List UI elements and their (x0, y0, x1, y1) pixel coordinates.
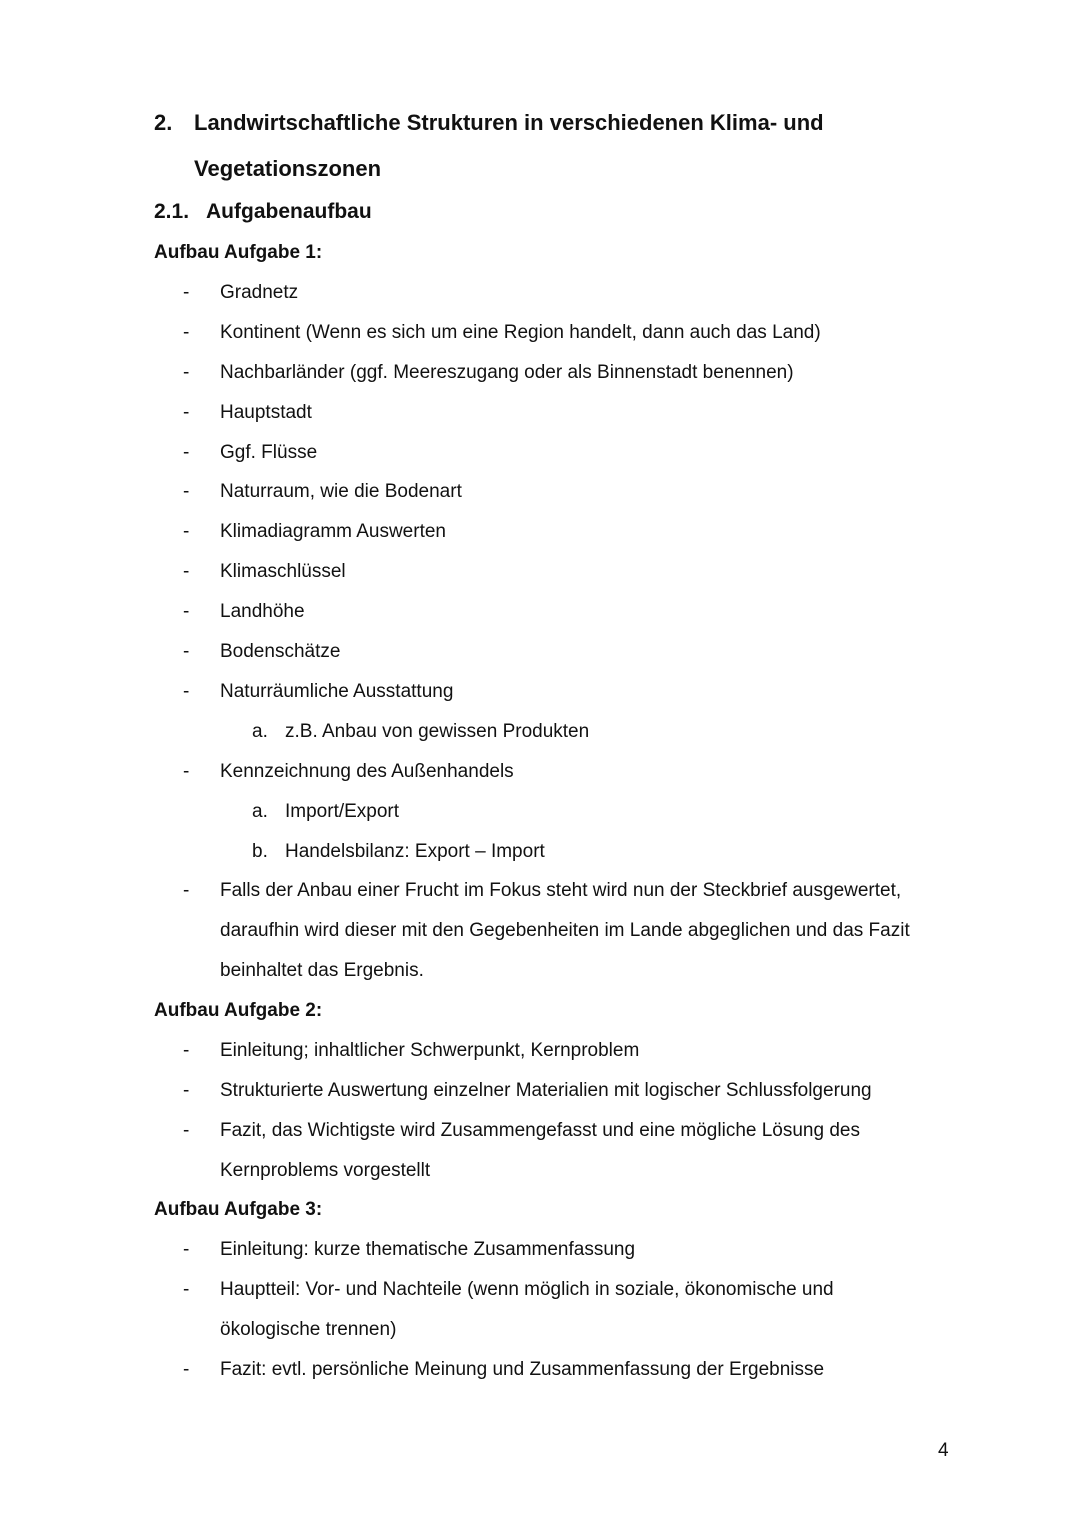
list-item (183, 632, 953, 672)
bullet-dash: - (183, 1239, 190, 1260)
bullet-dash: - (183, 402, 190, 423)
list-item-text: Naturräumliche Ausstattung (220, 681, 454, 702)
list-item (183, 1350, 953, 1390)
list-item-text: Nachbarländer (ggf. Meereszugang oder als Binnenstadt benennen) (220, 362, 794, 383)
list-item (183, 752, 953, 792)
list-item-text: Ggf. Flüsse (220, 442, 318, 463)
list-item-text: Landhöhe (220, 601, 305, 622)
bullet-dash: - (183, 442, 190, 463)
sub-list-item (252, 792, 399, 832)
bullet-dash: - (183, 1279, 190, 1300)
list-item (183, 273, 953, 313)
list-item (183, 592, 953, 632)
bullet-dash: - (183, 1120, 190, 1141)
list-item-text: Strukturierte Auswertung einzelner Materialien mit logischer Schlussfolgerung (220, 1080, 872, 1101)
list-item (183, 353, 953, 393)
list-item-text: Einleitung; inhaltlicher Schwerpunkt, Kernproblem (220, 1040, 640, 1061)
sub-list-item (252, 712, 589, 752)
task1-heading: Aufbau Aufgabe 1: (154, 242, 323, 263)
sub-item-text: Import/Export (285, 801, 400, 822)
list-item-text: Hauptteil: Vor- und Nachteile (wenn möglich in soziale, ökonomische und ökologische trennen) (220, 1279, 834, 1340)
section-number: 2. (154, 110, 173, 135)
list-item-text: Klimadiagramm Auswerten (220, 521, 446, 542)
bullet-dash: - (183, 681, 190, 702)
bullet-dash: - (183, 322, 190, 343)
sub-item-letter: b. (252, 841, 268, 862)
list-item-text: Klimaschlüssel (220, 561, 346, 582)
page-number: 4 (938, 1440, 949, 1461)
subsection-title: Aufgabenaufbau (206, 200, 372, 223)
list-item-text: Hauptstadt (220, 402, 312, 423)
bullet-dash: - (183, 641, 190, 662)
list-item-text: Kontinent (Wenn es sich um eine Region handelt, dann auch das Land) (220, 322, 821, 343)
list-item-text: Naturraum, wie die Bodenart (220, 481, 462, 502)
task3-heading: Aufbau Aufgabe 3: (154, 1199, 323, 1220)
bullet-dash: - (183, 761, 190, 782)
bullet-dash: - (183, 282, 190, 303)
bullet-dash: - (183, 521, 190, 542)
list-item (183, 313, 953, 353)
list-item-text: Einleitung: kurze thematische Zusammenfassung (220, 1239, 636, 1260)
task2-heading: Aufbau Aufgabe 2: (154, 1000, 323, 1021)
sub-item-text: Handelsbilanz: Export – Import (285, 841, 545, 862)
section-heading (154, 100, 914, 192)
bullet-dash: - (183, 880, 190, 901)
list-item (183, 393, 953, 433)
list-item-text: Fazit: evtl. persönliche Meinung und Zusammenfassung der Ergebnisse (220, 1359, 825, 1380)
bullet-dash: - (183, 481, 190, 502)
bullet-dash: - (183, 1080, 190, 1101)
sub-item-letter: a. (252, 801, 268, 822)
list-item-text: Kennzeichnung des Außenhandels (220, 761, 514, 782)
list-item (183, 472, 953, 512)
subsection-number: 2.1. (154, 200, 190, 223)
sub-item-text: z.B. Anbau von gewissen Produkten (285, 721, 590, 742)
bullet-dash: - (183, 601, 190, 622)
bullet-dash: - (183, 1359, 190, 1380)
list-item (183, 1270, 923, 1350)
list-item-text: Gradnetz (220, 282, 299, 303)
sub-item-letter: a. (252, 721, 268, 742)
list-item (183, 552, 953, 592)
list-item (183, 512, 953, 552)
list-item (183, 1071, 953, 1111)
list-item (183, 672, 953, 712)
list-item (183, 871, 953, 991)
bullet-dash: - (183, 561, 190, 582)
list-item-text: Falls der Anbau einer Frucht im Fokus steht wird nun der Steckbrief ausgewertet, daraufhin wird dieser mit den Gegebenheiten im Lande abgeglichen und das Fazit beinhaltet das Ergebnis. (220, 880, 910, 981)
list-item-text: Bodenschätze (220, 641, 341, 662)
sub-list-item (252, 832, 545, 872)
bullet-dash: - (183, 362, 190, 383)
list-item (183, 1031, 953, 1071)
list-item (183, 1230, 953, 1270)
list-item (183, 1111, 923, 1191)
list-item-text: Fazit, das Wichtigste wird Zusammengefasst und eine mögliche Lösung des Kernproblems vorgestellt (220, 1120, 860, 1181)
list-item (183, 433, 953, 473)
bullet-dash: - (183, 1040, 190, 1061)
section-title: Landwirtschaftliche Strukturen in verschiedenen Klima- und Vegetationszonen (194, 110, 824, 181)
subsection-heading (154, 194, 372, 230)
